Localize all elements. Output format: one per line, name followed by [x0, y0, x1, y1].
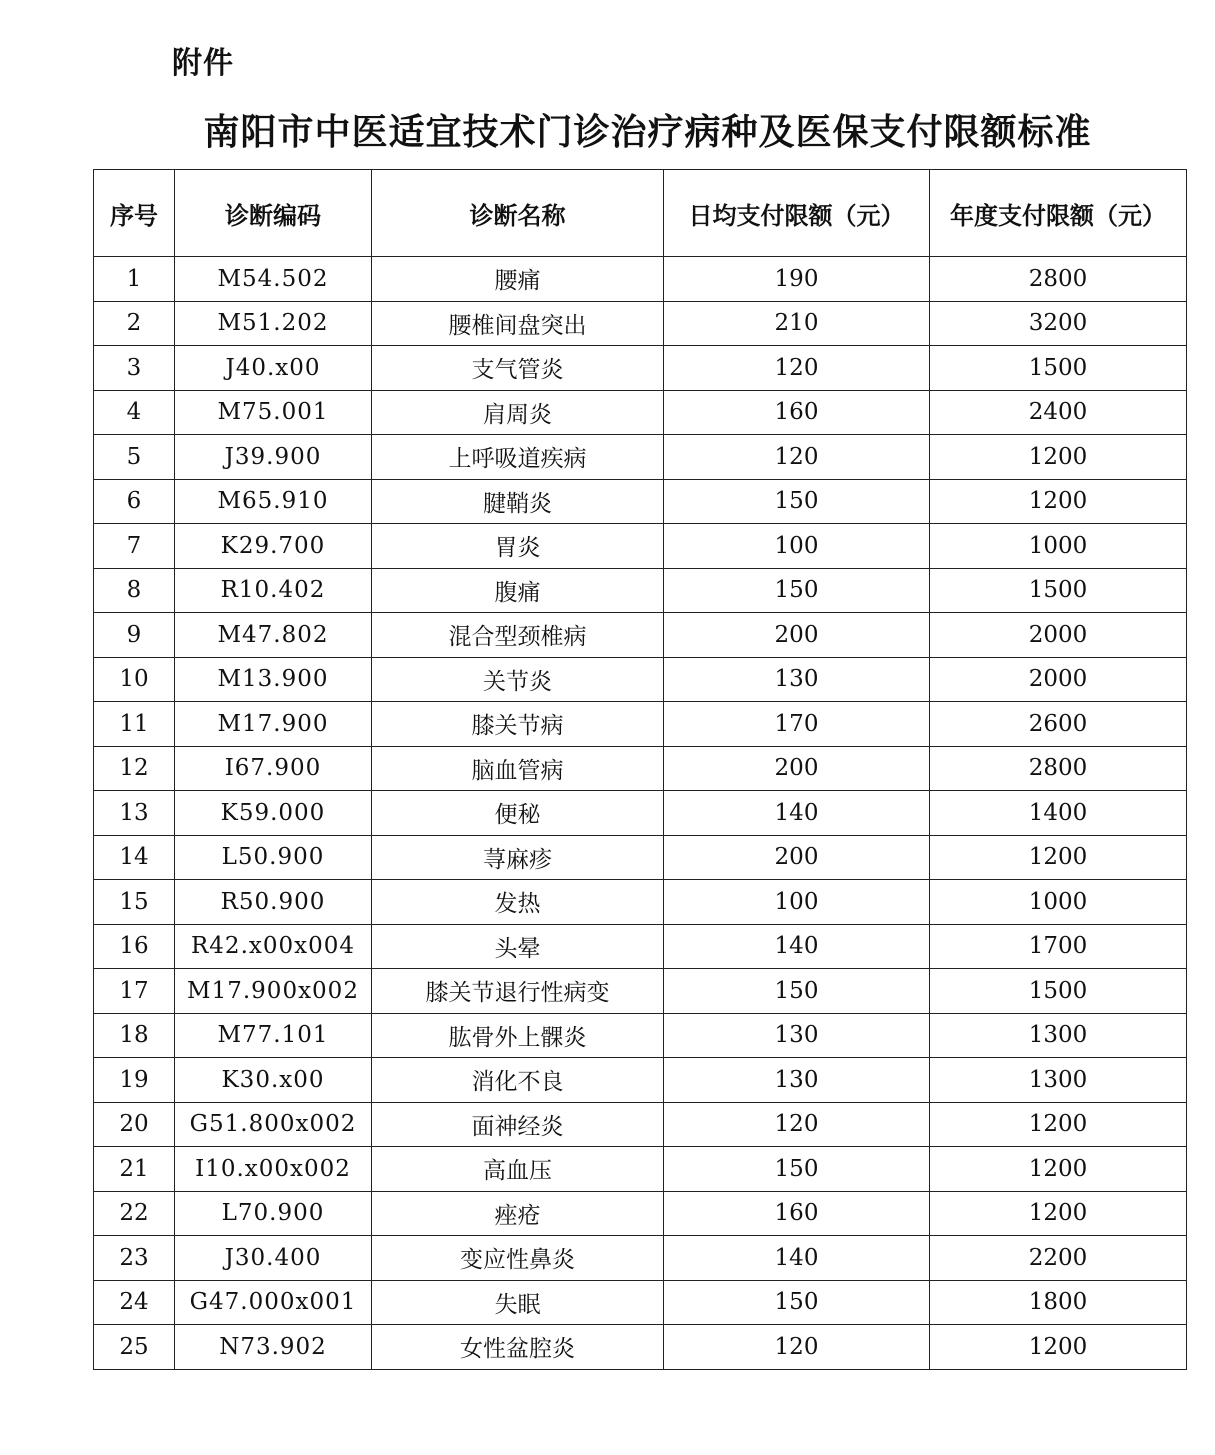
- diagnosis-name-cell: 肩周炎: [372, 390, 664, 435]
- serial-number-cell: 8: [94, 568, 175, 613]
- diagnosis-name-cell: 便秘: [372, 791, 664, 836]
- table-row: [94, 657, 1187, 702]
- diagnosis-name-cell: 关节炎: [372, 657, 664, 702]
- diagnosis-code-cell: M65.910: [175, 479, 372, 524]
- serial-number-cell: 12: [94, 746, 175, 791]
- serial-number-cell: 9: [94, 613, 175, 658]
- diagnosis-name-cell: 腰痛: [372, 257, 664, 302]
- diagnosis-name-cell: 支气管炎: [372, 346, 664, 391]
- diagnosis-code-cell: R42.x00x004: [175, 924, 372, 969]
- table-row: [94, 969, 1187, 1014]
- daily-limit-cell: 190: [664, 257, 930, 302]
- table-row: [94, 791, 1187, 836]
- diagnosis-name-cell: 脑血管病: [372, 746, 664, 791]
- diagnosis-name-cell: 腰椎间盘突出: [372, 301, 664, 346]
- annual-limit-cell: 2800: [930, 257, 1187, 302]
- table-row: [94, 613, 1187, 658]
- table-row: [94, 702, 1187, 747]
- serial-number-cell: 23: [94, 1236, 175, 1281]
- serial-number-cell: 17: [94, 969, 175, 1014]
- daily-limit-cell: 150: [664, 969, 930, 1014]
- serial-number-cell: 21: [94, 1147, 175, 1192]
- annual-limit-cell: 1200: [930, 1102, 1187, 1147]
- serial-number-cell: 22: [94, 1191, 175, 1236]
- table-row: [94, 1147, 1187, 1192]
- table-row: [94, 479, 1187, 524]
- serial-number-cell: 13: [94, 791, 175, 836]
- table-row: [94, 924, 1187, 969]
- annual-limit-cell: 1200: [930, 835, 1187, 880]
- annual-limit-cell: 1200: [930, 1147, 1187, 1192]
- daily-limit-cell: 120: [664, 1325, 930, 1370]
- daily-limit-cell: 150: [664, 479, 930, 524]
- header-daily-limit: 日均支付限额（元）: [664, 170, 930, 257]
- daily-limit-cell: 130: [664, 1058, 930, 1103]
- serial-number-cell: 7: [94, 524, 175, 569]
- diagnosis-code-cell: K59.000: [175, 791, 372, 836]
- diagnosis-name-cell: 变应性鼻炎: [372, 1236, 664, 1281]
- serial-number-cell: 24: [94, 1280, 175, 1325]
- serial-number-cell: 15: [94, 880, 175, 925]
- diagnosis-name-cell: 上呼吸道疾病: [372, 435, 664, 480]
- table-row: [94, 435, 1187, 480]
- table-row: [94, 746, 1187, 791]
- diagnosis-code-cell: R50.900: [175, 880, 372, 925]
- diagnosis-name-cell: 荨麻疹: [372, 835, 664, 880]
- annual-limit-cell: 1300: [930, 1058, 1187, 1103]
- diagnosis-name-cell: 膝关节病: [372, 702, 664, 747]
- diagnosis-code-cell: L70.900: [175, 1191, 372, 1236]
- annual-limit-cell: 1200: [930, 435, 1187, 480]
- table-row: [94, 257, 1187, 302]
- diagnosis-code-cell: L50.900: [175, 835, 372, 880]
- daily-limit-cell: 200: [664, 835, 930, 880]
- diagnosis-code-cell: N73.902: [175, 1325, 372, 1370]
- daily-limit-cell: 160: [664, 390, 930, 435]
- daily-limit-cell: 120: [664, 1102, 930, 1147]
- diagnosis-code-cell: M47.802: [175, 613, 372, 658]
- diagnosis-code-cell: M17.900x002: [175, 969, 372, 1014]
- serial-number-cell: 3: [94, 346, 175, 391]
- serial-number-cell: 11: [94, 702, 175, 747]
- annual-limit-cell: 2200: [930, 1236, 1187, 1281]
- daily-limit-cell: 150: [664, 1280, 930, 1325]
- table-row: [94, 1280, 1187, 1325]
- diagnosis-name-cell: 胃炎: [372, 524, 664, 569]
- annual-limit-cell: 1700: [930, 924, 1187, 969]
- payment-limits-table: [93, 169, 1187, 1370]
- daily-limit-cell: 100: [664, 880, 930, 925]
- serial-number-cell: 1: [94, 257, 175, 302]
- diagnosis-name-cell: 失眠: [372, 1280, 664, 1325]
- header-serial-number: 序号: [94, 170, 175, 257]
- daily-limit-cell: 140: [664, 1236, 930, 1281]
- annual-limit-cell: 2000: [930, 613, 1187, 658]
- serial-number-cell: 18: [94, 1013, 175, 1058]
- annual-limit-cell: 1000: [930, 524, 1187, 569]
- header-diagnosis-name: 诊断名称: [372, 170, 664, 257]
- diagnosis-name-cell: 腱鞘炎: [372, 479, 664, 524]
- table-row: [94, 1325, 1187, 1370]
- serial-number-cell: 14: [94, 835, 175, 880]
- annual-limit-cell: 1000: [930, 880, 1187, 925]
- diagnosis-code-cell: R10.402: [175, 568, 372, 613]
- annual-limit-cell: 2800: [930, 746, 1187, 791]
- daily-limit-cell: 200: [664, 746, 930, 791]
- daily-limit-cell: 150: [664, 1147, 930, 1192]
- table-row: [94, 346, 1187, 391]
- diagnosis-code-cell: M54.502: [175, 257, 372, 302]
- diagnosis-code-cell: J30.400: [175, 1236, 372, 1281]
- diagnosis-code-cell: I10.x00x002: [175, 1147, 372, 1192]
- table-row: [94, 1058, 1187, 1103]
- annual-limit-cell: 2600: [930, 702, 1187, 747]
- diagnosis-name-cell: 痤疮: [372, 1191, 664, 1236]
- daily-limit-cell: 210: [664, 301, 930, 346]
- serial-number-cell: 6: [94, 479, 175, 524]
- table-row: [94, 835, 1187, 880]
- serial-number-cell: 25: [94, 1325, 175, 1370]
- table-row: [94, 390, 1187, 435]
- diagnosis-code-cell: M17.900: [175, 702, 372, 747]
- diagnosis-code-cell: J39.900: [175, 435, 372, 480]
- table-row: [94, 1236, 1187, 1281]
- diagnosis-code-cell: J40.x00: [175, 346, 372, 391]
- daily-limit-cell: 130: [664, 657, 930, 702]
- diagnosis-name-cell: 肱骨外上髁炎: [372, 1013, 664, 1058]
- table-body: [94, 257, 1187, 1370]
- daily-limit-cell: 120: [664, 435, 930, 480]
- table-header: [94, 170, 1187, 257]
- diagnosis-code-cell: G51.800x002: [175, 1102, 372, 1147]
- serial-number-cell: 10: [94, 657, 175, 702]
- diagnosis-name-cell: 头晕: [372, 924, 664, 969]
- serial-number-cell: 19: [94, 1058, 175, 1103]
- annual-limit-cell: 1200: [930, 479, 1187, 524]
- daily-limit-cell: 160: [664, 1191, 930, 1236]
- table-row: [94, 1013, 1187, 1058]
- daily-limit-cell: 170: [664, 702, 930, 747]
- diagnosis-name-cell: 消化不良: [372, 1058, 664, 1103]
- annual-limit-cell: 1500: [930, 346, 1187, 391]
- header-row: [94, 170, 1187, 257]
- annual-limit-cell: 1200: [930, 1191, 1187, 1236]
- table-row: [94, 880, 1187, 925]
- annual-limit-cell: 3200: [930, 301, 1187, 346]
- daily-limit-cell: 140: [664, 791, 930, 836]
- daily-limit-cell: 150: [664, 568, 930, 613]
- annual-limit-cell: 1200: [930, 1325, 1187, 1370]
- annual-limit-cell: 1500: [930, 568, 1187, 613]
- diagnosis-name-cell: 女性盆腔炎: [372, 1325, 664, 1370]
- diagnosis-name-cell: 膝关节退行性病变: [372, 969, 664, 1014]
- diagnosis-name-cell: 混合型颈椎病: [372, 613, 664, 658]
- diagnosis-code-cell: K30.x00: [175, 1058, 372, 1103]
- diagnosis-name-cell: 高血压: [372, 1147, 664, 1192]
- diagnosis-name-cell: 腹痛: [372, 568, 664, 613]
- daily-limit-cell: 100: [664, 524, 930, 569]
- diagnosis-code-cell: M75.001: [175, 390, 372, 435]
- table-row: [94, 1191, 1187, 1236]
- header-diagnosis-code: 诊断编码: [175, 170, 372, 257]
- annual-limit-cell: 1500: [930, 969, 1187, 1014]
- serial-number-cell: 20: [94, 1102, 175, 1147]
- diagnosis-code-cell: K29.700: [175, 524, 372, 569]
- table-row: [94, 524, 1187, 569]
- table-row: [94, 301, 1187, 346]
- attachment-label: 附件: [172, 46, 234, 81]
- annual-limit-cell: 1800: [930, 1280, 1187, 1325]
- serial-number-cell: 5: [94, 435, 175, 480]
- diagnosis-code-cell: M77.101: [175, 1013, 372, 1058]
- diagnosis-code-cell: I67.900: [175, 746, 372, 791]
- serial-number-cell: 16: [94, 924, 175, 969]
- annual-limit-cell: 1300: [930, 1013, 1187, 1058]
- table-row: [94, 568, 1187, 613]
- header-annual-limit: 年度支付限额（元）: [930, 170, 1187, 257]
- annual-limit-cell: 2000: [930, 657, 1187, 702]
- serial-number-cell: 2: [94, 301, 175, 346]
- daily-limit-cell: 200: [664, 613, 930, 658]
- document-title: 南阳市中医适宜技术门诊治疗病种及医保支付限额标准: [203, 112, 1092, 153]
- annual-limit-cell: 1400: [930, 791, 1187, 836]
- diagnosis-code-cell: M13.900: [175, 657, 372, 702]
- table-row: [94, 1102, 1187, 1147]
- daily-limit-cell: 140: [664, 924, 930, 969]
- daily-limit-cell: 130: [664, 1013, 930, 1058]
- serial-number-cell: 4: [94, 390, 175, 435]
- diagnosis-name-cell: 面神经炎: [372, 1102, 664, 1147]
- diagnosis-name-cell: 发热: [372, 880, 664, 925]
- diagnosis-code-cell: M51.202: [175, 301, 372, 346]
- annual-limit-cell: 2400: [930, 390, 1187, 435]
- daily-limit-cell: 120: [664, 346, 930, 391]
- diagnosis-code-cell: G47.000x001: [175, 1280, 372, 1325]
